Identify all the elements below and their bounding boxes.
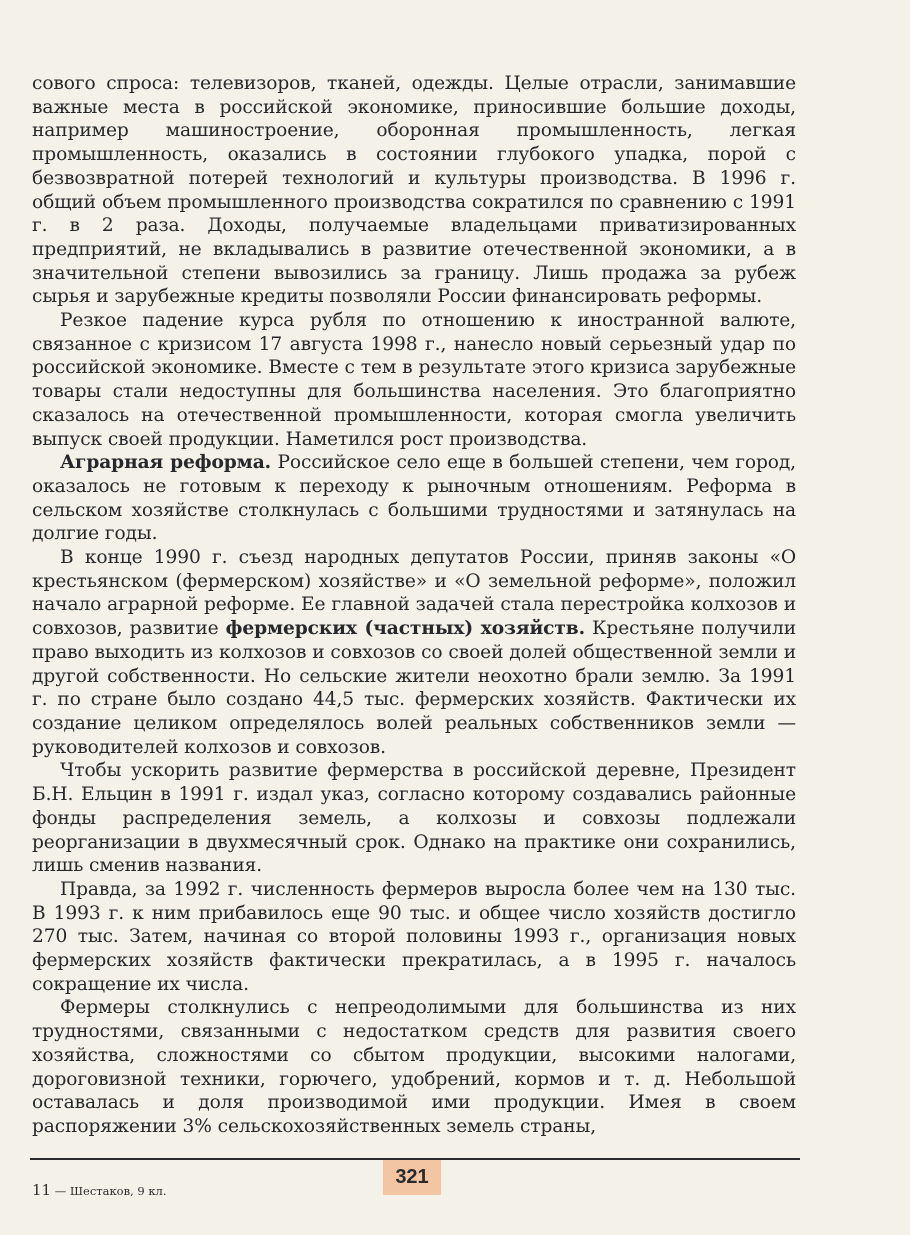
text-run: Фермеры столкнулись с непреодолимыми для большинства из них трудностями, связанными с недостатком средств для развития своего хозяйства, сложностями со сбытом продукции, высокими налогами, дороговизной техники, горючего, удобрений, кормов и т. д. Небольшой оставалась и доля производимой ими продукции. Имея в своем распоряжении 3% сельскохозяйственных земель страны, <box>32 997 796 1137</box>
text-run: Резкое падение курса рубля по отношению к иностранной валюте, связанное с кризисом 17 августа 1998 г., нанесло новый серьезный удар по российской экономике. Вместе с тем в результате этого кризиса зарубежные товары стали недоступны для большинства населения. Это благоприятно сказалось на отечественной промышленности, которая смогла увеличить выпуск своей продукции. Наметился рост производства. <box>32 310 796 450</box>
text-run: Крестьяне получили право выходить из колхозов и совхозов со своей долей общественной земли и другой собственности. Но сельские жители неохотно брали землю. За 1991 г. по стране было создано 44,5 тыс. фермерских хозяйств. Фактически их создание целиком определялось волей реальных собственников земли — руководителей колхозов и совхозов. <box>32 618 796 758</box>
paragraph <box>32 878 796 997</box>
paragraph <box>32 451 796 546</box>
bold-term: фермерских (частных) хозяйств. <box>225 618 585 640</box>
text-run: сового спроса: телевизоров, тканей, одежды. Целые отрасли, занимавшие важные места в российской экономике, приносившие большие доходы, например машиностроение, оборонная промышленность, легкая промышленность, оказались в состоянии глубокого упадка, порой с безвозвратной потерей технологий и культуры производства. В 1996 г. общий объем промышленного производства сократился по сравнению с 1991 г. в 2 раза. Доходы, получаемые владельцами приватизированных предприятий, не вкладывались в развитие отечественной экономики, а в значительной степени вывозились за границу. Лишь продажа за рубеж сырья и зарубежные кредиты позволяли России финансировать реформы. <box>32 73 796 308</box>
paragraph <box>32 996 796 1138</box>
paragraph <box>32 309 796 451</box>
printer-signature <box>32 1181 167 1199</box>
text-run: Российское село еще в большей степени, чем город, оказалось не готовым к переходу к рыночным отношениям. Реформа в сельском хозяйстве столкнулась с большими трудностями и затянулась на долгие годы. <box>32 452 796 545</box>
bold-term: Аграрная реформа. <box>60 452 272 474</box>
paragraph <box>32 72 796 309</box>
text-run: Чтобы ускорить развитие фермерства в российской деревне, Президент Б.Н. Ельцин в 1991 г. издал указ, согласно которому создавались районные фонды распределения земель, а колхозы и совхозы подлежали реорганизации в двухмесячный срок. Однако на практике они сохранились, лишь сменив названия. <box>32 760 796 877</box>
text-run: В конце 1990 г. съезд народных депутатов России, приняв законы «О крестьянском (фермерском) хозяйстве» и «О земельной реформе», положил начало аграрной реформе. Ее главной задачей стала перестройка колхозов и совхозов, развитие <box>32 547 796 640</box>
body-text <box>32 72 796 1139</box>
paragraph <box>32 546 796 759</box>
page-number: 321 <box>383 1160 441 1195</box>
signature-text: — Шестаков, 9 кл. <box>51 1184 167 1198</box>
text-run: Правда, за 1992 г. численность фермеров выросла более чем на 130 тыс. В 1993 г. к ним прибавилось еще 90 тыс. и общее число хозяйств достигло 270 тыс. Затем, начиная со второй половины 1993 г., организация новых фермерских хозяйств фактически прекратилась, а в 1995 г. началось сокращение их числа. <box>32 878 796 995</box>
paragraph <box>32 759 796 878</box>
signature-number: 11 <box>32 1181 52 1199</box>
